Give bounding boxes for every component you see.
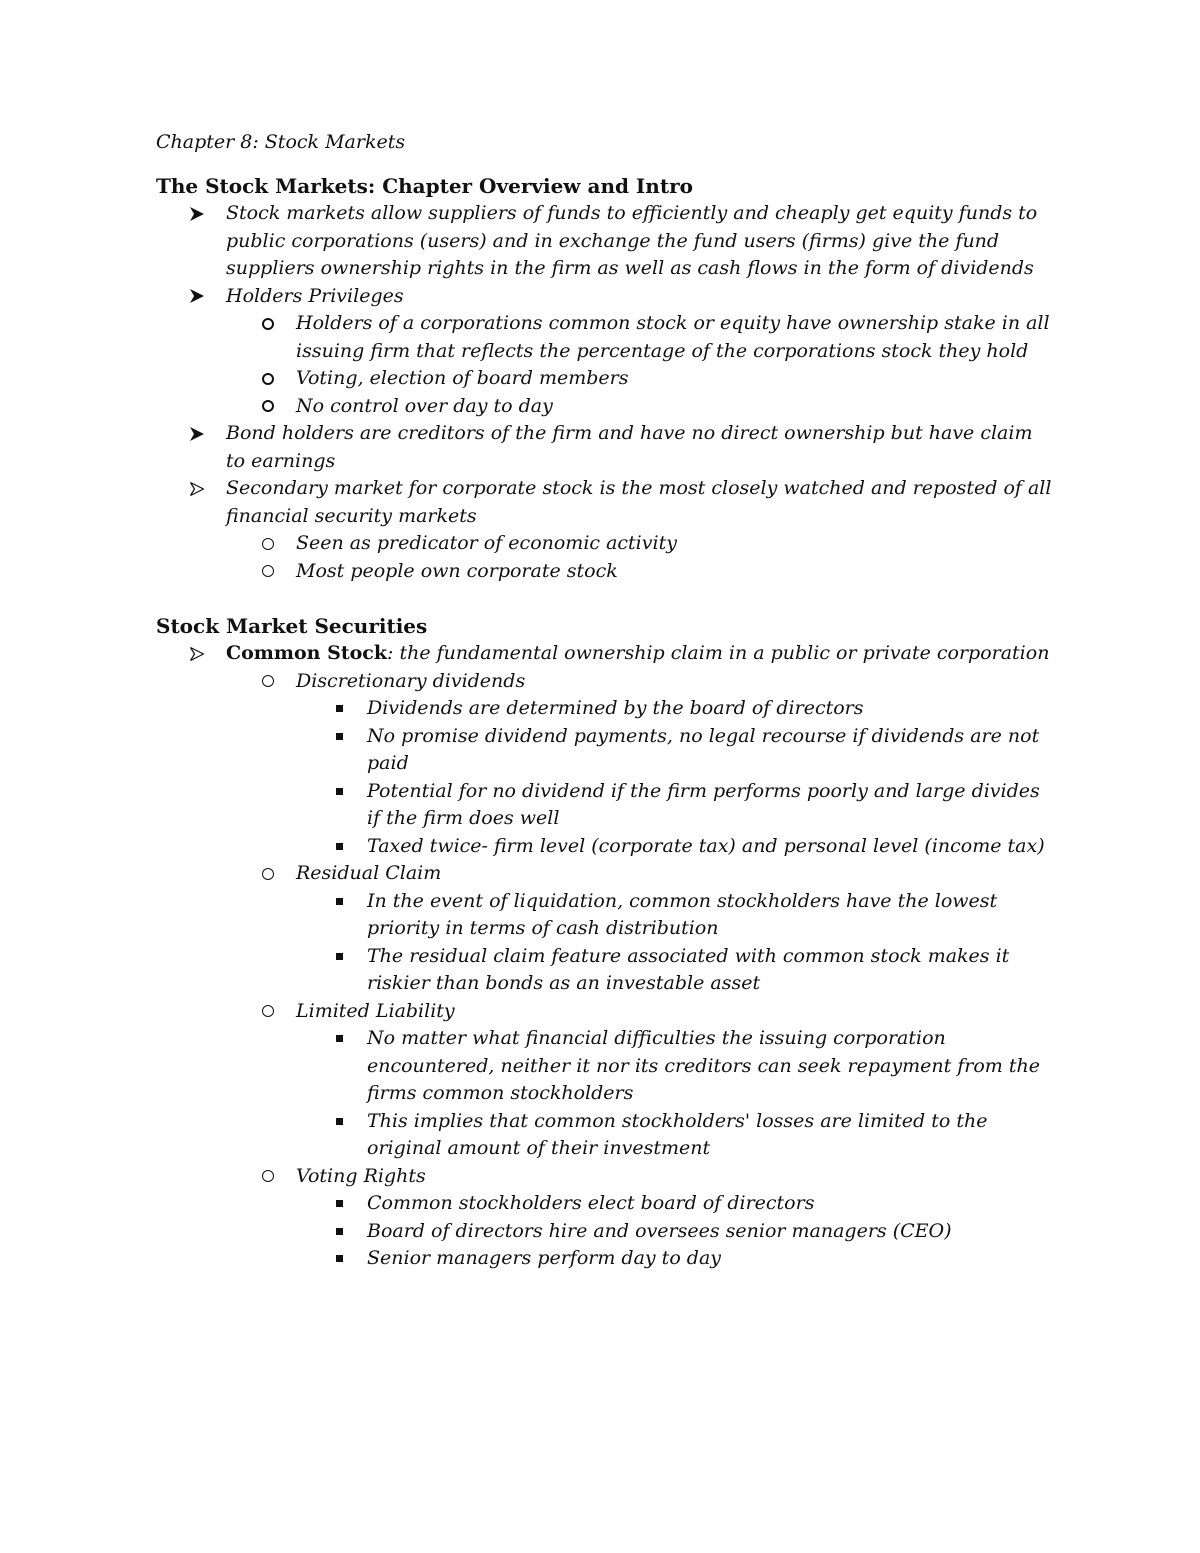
- arrow-bullet-outline-icon: [186, 640, 208, 668]
- list-item: Taxed twice- firm level (corporate tax) and personal level (income tax): [156, 833, 1056, 861]
- list-item: Potential for no dividend if the firm performs poorly and large divides if the firm does well: [156, 778, 1056, 833]
- list-item: Discretionary dividends: [156, 668, 1056, 696]
- list-item: Stock markets allow suppliers of funds to efficiently and cheaply get equity funds to public corporations (users) and in exchange the fund users (firms) give the fund suppliers ownership rights in the firm as well as cash flows in the form of dividends: [156, 200, 1056, 283]
- square-bullet-icon: [328, 723, 350, 751]
- arrow-bullet-icon: [186, 283, 208, 311]
- square-bullet-icon: [328, 1025, 350, 1053]
- square-bullet-icon: [328, 888, 350, 916]
- list-item: Holders of a corporations common stock or equity have ownership stake in all issuing firm that reflects the percentage of the corporations stock they hold: [156, 310, 1056, 365]
- chapter-title: Chapter 8: Stock Markets: [156, 131, 406, 153]
- circle-bullet-icon: [257, 558, 279, 586]
- list-item: Voting Rights: [156, 1163, 1056, 1191]
- arrow-bullet-icon: [186, 420, 208, 448]
- square-bullet-icon: [328, 695, 350, 723]
- square-bullet-icon: [328, 943, 350, 971]
- common-stock-term: Common Stock: [226, 642, 388, 664]
- list-item: Seen as predicator of economic activity: [156, 530, 1056, 558]
- list-item: [156, 640, 1056, 668]
- list-item: No matter what financial difficulties the issuing corporation encountered, neither it nor its creditors can seek repayment from the firms common stockholders: [156, 1025, 1056, 1108]
- document-body: [156, 128, 1056, 1273]
- list-item: No control over day to day: [156, 393, 1056, 421]
- list-item: Board of directors hire and oversees senior managers (CEO): [156, 1218, 1056, 1246]
- list-item: Holders Privileges: [156, 283, 1056, 311]
- list-item: No promise dividend payments, no legal recourse if dividends are not paid: [156, 723, 1056, 778]
- circle-bullet-icon: [257, 365, 279, 393]
- circle-bullet-icon: [257, 998, 279, 1026]
- list-item: Residual Claim: [156, 860, 1056, 888]
- circle-bullet-icon: [257, 860, 279, 888]
- list-item: Bond holders are creditors of the firm and have no direct ownership but have claim to earnings: [156, 420, 1056, 475]
- circle-bullet-icon: [257, 393, 279, 421]
- list-item: Most people own corporate stock: [156, 558, 1056, 586]
- square-bullet-icon: [328, 1190, 350, 1218]
- list-item: This implies that common stockholders' losses are limited to the original amount of their investment: [156, 1108, 1056, 1163]
- arrow-bullet-icon: [186, 200, 208, 228]
- arrow-bullet-outline-icon: [186, 475, 208, 503]
- square-bullet-icon: [328, 778, 350, 806]
- list-item: Dividends are determined by the board of directors: [156, 695, 1056, 723]
- square-bullet-icon: [328, 1108, 350, 1136]
- square-bullet-icon: [328, 1245, 350, 1273]
- list-item: Common stockholders elect board of directors: [156, 1190, 1056, 1218]
- section-heading-securities: Stock Market Securities: [156, 614, 428, 638]
- circle-bullet-icon: [257, 668, 279, 696]
- list-item: Secondary market for corporate stock is the most closely watched and reposted of all financial security markets: [156, 475, 1056, 530]
- list-item: Voting, election of board members: [156, 365, 1056, 393]
- list-item: In the event of liquidation, common stockholders have the lowest priority in terms of cash distribution: [156, 888, 1056, 943]
- list-item: The residual claim feature associated with common stock makes it riskier than bonds as an investable asset: [156, 943, 1056, 998]
- square-bullet-icon: [328, 833, 350, 861]
- section-heading-overview: The Stock Markets: Chapter Overview and Intro: [156, 174, 693, 198]
- common-stock-definition: : the fundamental ownership claim in a public or private corporation: [387, 642, 1050, 664]
- circle-bullet-icon: [257, 310, 279, 338]
- list-item: Limited Liability: [156, 998, 1056, 1026]
- circle-bullet-icon: [257, 530, 279, 558]
- square-bullet-icon: [328, 1218, 350, 1246]
- circle-bullet-icon: [257, 1163, 279, 1191]
- list-item: Senior managers perform day to day: [156, 1245, 1056, 1273]
